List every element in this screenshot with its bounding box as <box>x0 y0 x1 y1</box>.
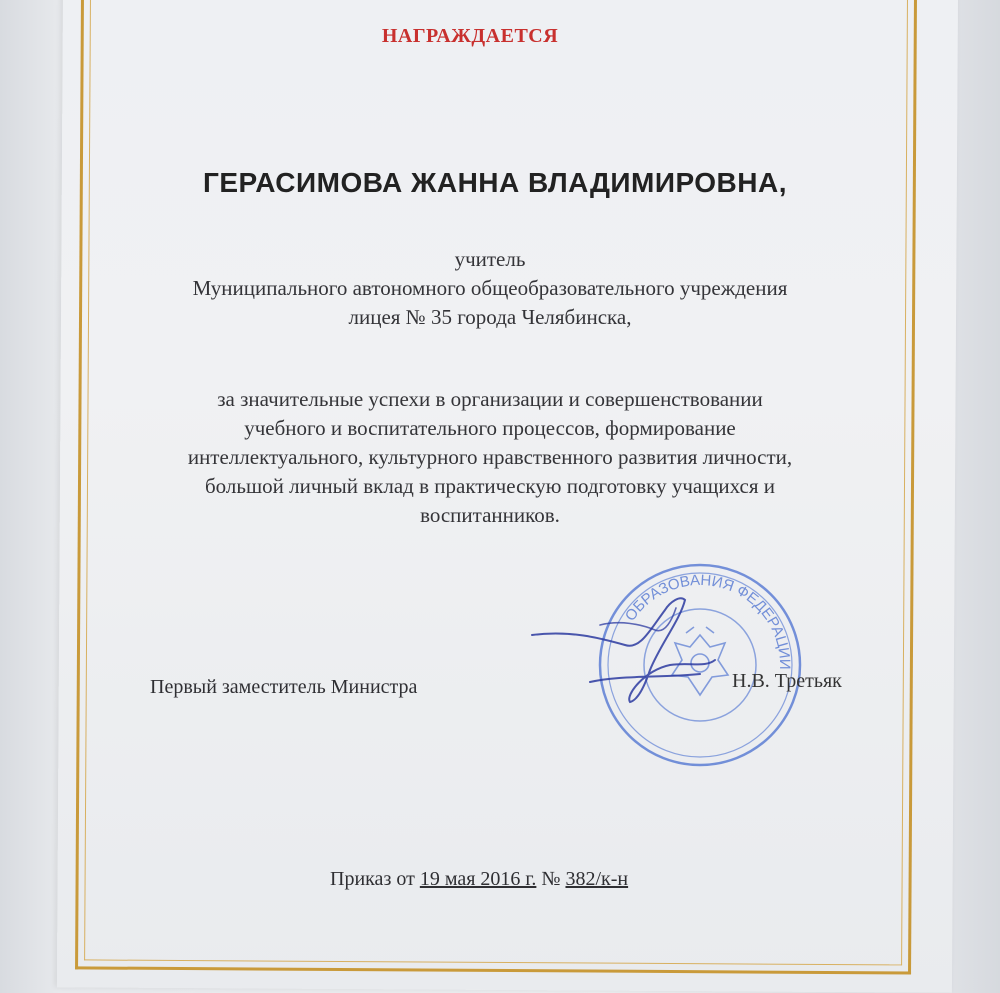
handwritten-signature <box>530 590 740 710</box>
reason-line: интеллектуального, культурного нравственного развития личности, <box>187 445 793 469</box>
position-line: лицея № 35 города Челябинска, <box>348 305 632 329</box>
award-reason <box>90 385 890 530</box>
order-number-prefix: № <box>541 868 561 890</box>
order-reference <box>330 868 628 891</box>
order-date: 19 мая 2016 г. <box>419 868 537 890</box>
signatory-title: Первый заместитель Министра <box>150 676 418 698</box>
signatory-name: Н.В. Третьяк <box>732 670 842 692</box>
reason-line: воспитанников. <box>420 503 560 527</box>
position-line: Муниципального автономного общеобразовательного учреждения <box>192 276 788 300</box>
order-number: 382/к-н <box>565 868 629 890</box>
recipient-name: ГЕРАСИМОВА ЖАННА ВЛАДИМИРОВНА, <box>202 167 787 198</box>
recipient-position <box>90 245 890 332</box>
reason-line: за значительные успехи в организации и совершенствовании <box>217 387 763 411</box>
stamp-text: ОБРАЗОВАНИЯ ФЕДЕРАЦИИ <box>621 571 794 670</box>
reason-line: большой личный вклад в практическую подготовку учащихся и <box>205 474 775 498</box>
award-heading: НАГРАЖДАЕТСЯ <box>381 25 559 47</box>
position-line: учитель <box>454 247 526 271</box>
order-prefix: Приказ от <box>330 868 415 890</box>
reason-line: учебного и воспитательного процессов, формирование <box>244 416 736 440</box>
